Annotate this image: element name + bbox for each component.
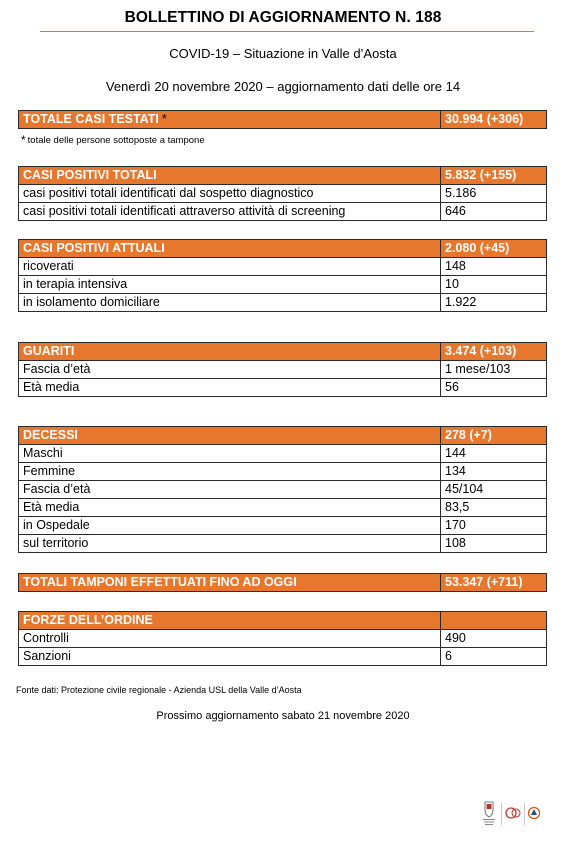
row-value: 45/104 xyxy=(441,481,547,499)
tamponi-label: TOTALI TAMPONI EFFETTUATI FINO AD OGGI xyxy=(19,574,441,592)
table-header-row xyxy=(19,612,547,630)
row-label: casi positivi totali identificati dal sospetto diagnostico xyxy=(19,185,441,203)
row-label: Sanzioni xyxy=(19,648,441,666)
row-value: 5.186 xyxy=(441,185,547,203)
decessi-label: DECESSI xyxy=(19,427,441,445)
table-casi-positivi-attuali xyxy=(18,239,547,312)
guariti-value: 3.474 (+103) xyxy=(441,343,547,361)
table-guariti xyxy=(18,342,547,397)
table-row xyxy=(19,361,547,379)
bulletin-date-line: Venerdì 20 novembre 2020 – aggiornamento dati delle ore 14 xyxy=(105,79,461,94)
logo-separator xyxy=(501,803,502,825)
totale-casi-footnote xyxy=(21,133,205,147)
tamponi-value: 53.347 (+711) xyxy=(441,574,547,592)
row-label: Femmine xyxy=(19,463,441,481)
row-value: 144 xyxy=(441,445,547,463)
table-header-row xyxy=(19,240,547,258)
protezione-civile-logo-icon xyxy=(529,808,540,819)
table-row xyxy=(19,481,547,499)
table-casi-positivi-totali xyxy=(18,166,547,221)
table-row xyxy=(19,445,547,463)
casi-positivi-attuali-value: 2.080 (+45) xyxy=(441,240,547,258)
table-row xyxy=(19,517,547,535)
table-row xyxy=(19,630,547,648)
row-value: 56 xyxy=(441,379,547,397)
row-value: 170 xyxy=(441,517,547,535)
row-label: in isolamento domiciliare xyxy=(19,294,441,312)
row-value: 148 xyxy=(441,258,547,276)
table-forze-ordine xyxy=(18,611,547,666)
table-decessi xyxy=(18,426,547,553)
row-value: 1.922 xyxy=(441,294,547,312)
row-label: in Ospedale xyxy=(19,517,441,535)
table-header-row xyxy=(19,574,547,592)
row-label: Età media xyxy=(19,379,441,397)
casi-positivi-attuali-label: CASI POSITIVI ATTUALI xyxy=(19,240,441,258)
data-source: Fonte dati: Protezione civile regionale - Azienda USL della Valle d’Aosta xyxy=(16,685,302,695)
row-label: Età media xyxy=(19,499,441,517)
table-row xyxy=(19,379,547,397)
totale-casi-value: 30.994 (+306) xyxy=(441,111,547,129)
row-label: Maschi xyxy=(19,445,441,463)
row-value: 134 xyxy=(441,463,547,481)
logo-separator xyxy=(524,803,525,825)
table-row xyxy=(19,535,547,553)
row-label: ricoverati xyxy=(19,258,441,276)
row-value: 490 xyxy=(441,630,547,648)
table-row xyxy=(19,185,547,203)
table-row xyxy=(19,648,547,666)
forze-ordine-value xyxy=(441,612,547,630)
row-value: 108 xyxy=(441,535,547,553)
table-tamponi xyxy=(18,573,547,592)
table-header-row xyxy=(19,111,547,129)
next-update: Prossimo aggiornamento sabato 21 novembre 2020 xyxy=(156,710,410,722)
row-value: 10 xyxy=(441,276,547,294)
row-label: Controlli xyxy=(19,630,441,648)
row-label: casi positivi totali identificati attraverso attività di screening xyxy=(19,203,441,221)
table-row xyxy=(19,203,547,221)
casi-positivi-totali-label: CASI POSITIVI TOTALI xyxy=(19,167,441,185)
totale-casi-label: TOTALE CASI TESTATI xyxy=(23,112,159,126)
row-value: 83,5 xyxy=(441,499,547,517)
bulletin-subtitle: COVID-19 – Situazione in Valle d’Aosta xyxy=(169,46,397,61)
row-value: 646 xyxy=(441,203,547,221)
table-header-row xyxy=(19,343,547,361)
row-value: 6 xyxy=(441,648,547,666)
usl-logo-icon xyxy=(506,808,520,818)
row-label: in terapia intensiva xyxy=(19,276,441,294)
table-row xyxy=(19,499,547,517)
forze-ordine-label: FORZE DELL’ORDINE xyxy=(19,612,441,630)
guariti-label: GUARITI xyxy=(19,343,441,361)
regione-valle-daosta-crest-icon xyxy=(483,802,495,825)
table-row xyxy=(19,258,547,276)
table-row xyxy=(19,276,547,294)
row-label: Fascia d’età xyxy=(19,361,441,379)
totale-casi-asterisk: * xyxy=(161,112,167,126)
row-label: Fascia d’età xyxy=(19,481,441,499)
totale-casi-label-cell xyxy=(19,111,441,129)
title-divider xyxy=(40,31,534,32)
row-label: sul territorio xyxy=(19,535,441,553)
table-row xyxy=(19,294,547,312)
bulletin-title: BOLLETTINO DI AGGIORNAMENTO N. 188 xyxy=(124,9,442,26)
table-row xyxy=(19,463,547,481)
row-value: 1 mese/103 xyxy=(441,361,547,379)
casi-positivi-totali-value: 5.832 (+155) xyxy=(441,167,547,185)
table-header-row xyxy=(19,167,547,185)
table-totale-casi xyxy=(18,110,547,129)
footnote-text: totale delle persone sottoposte a tampone xyxy=(27,135,205,146)
logo-strip xyxy=(478,799,544,829)
footnote-marker: * xyxy=(21,133,26,147)
decessi-value: 278 (+7) xyxy=(441,427,547,445)
table-header-row xyxy=(19,427,547,445)
